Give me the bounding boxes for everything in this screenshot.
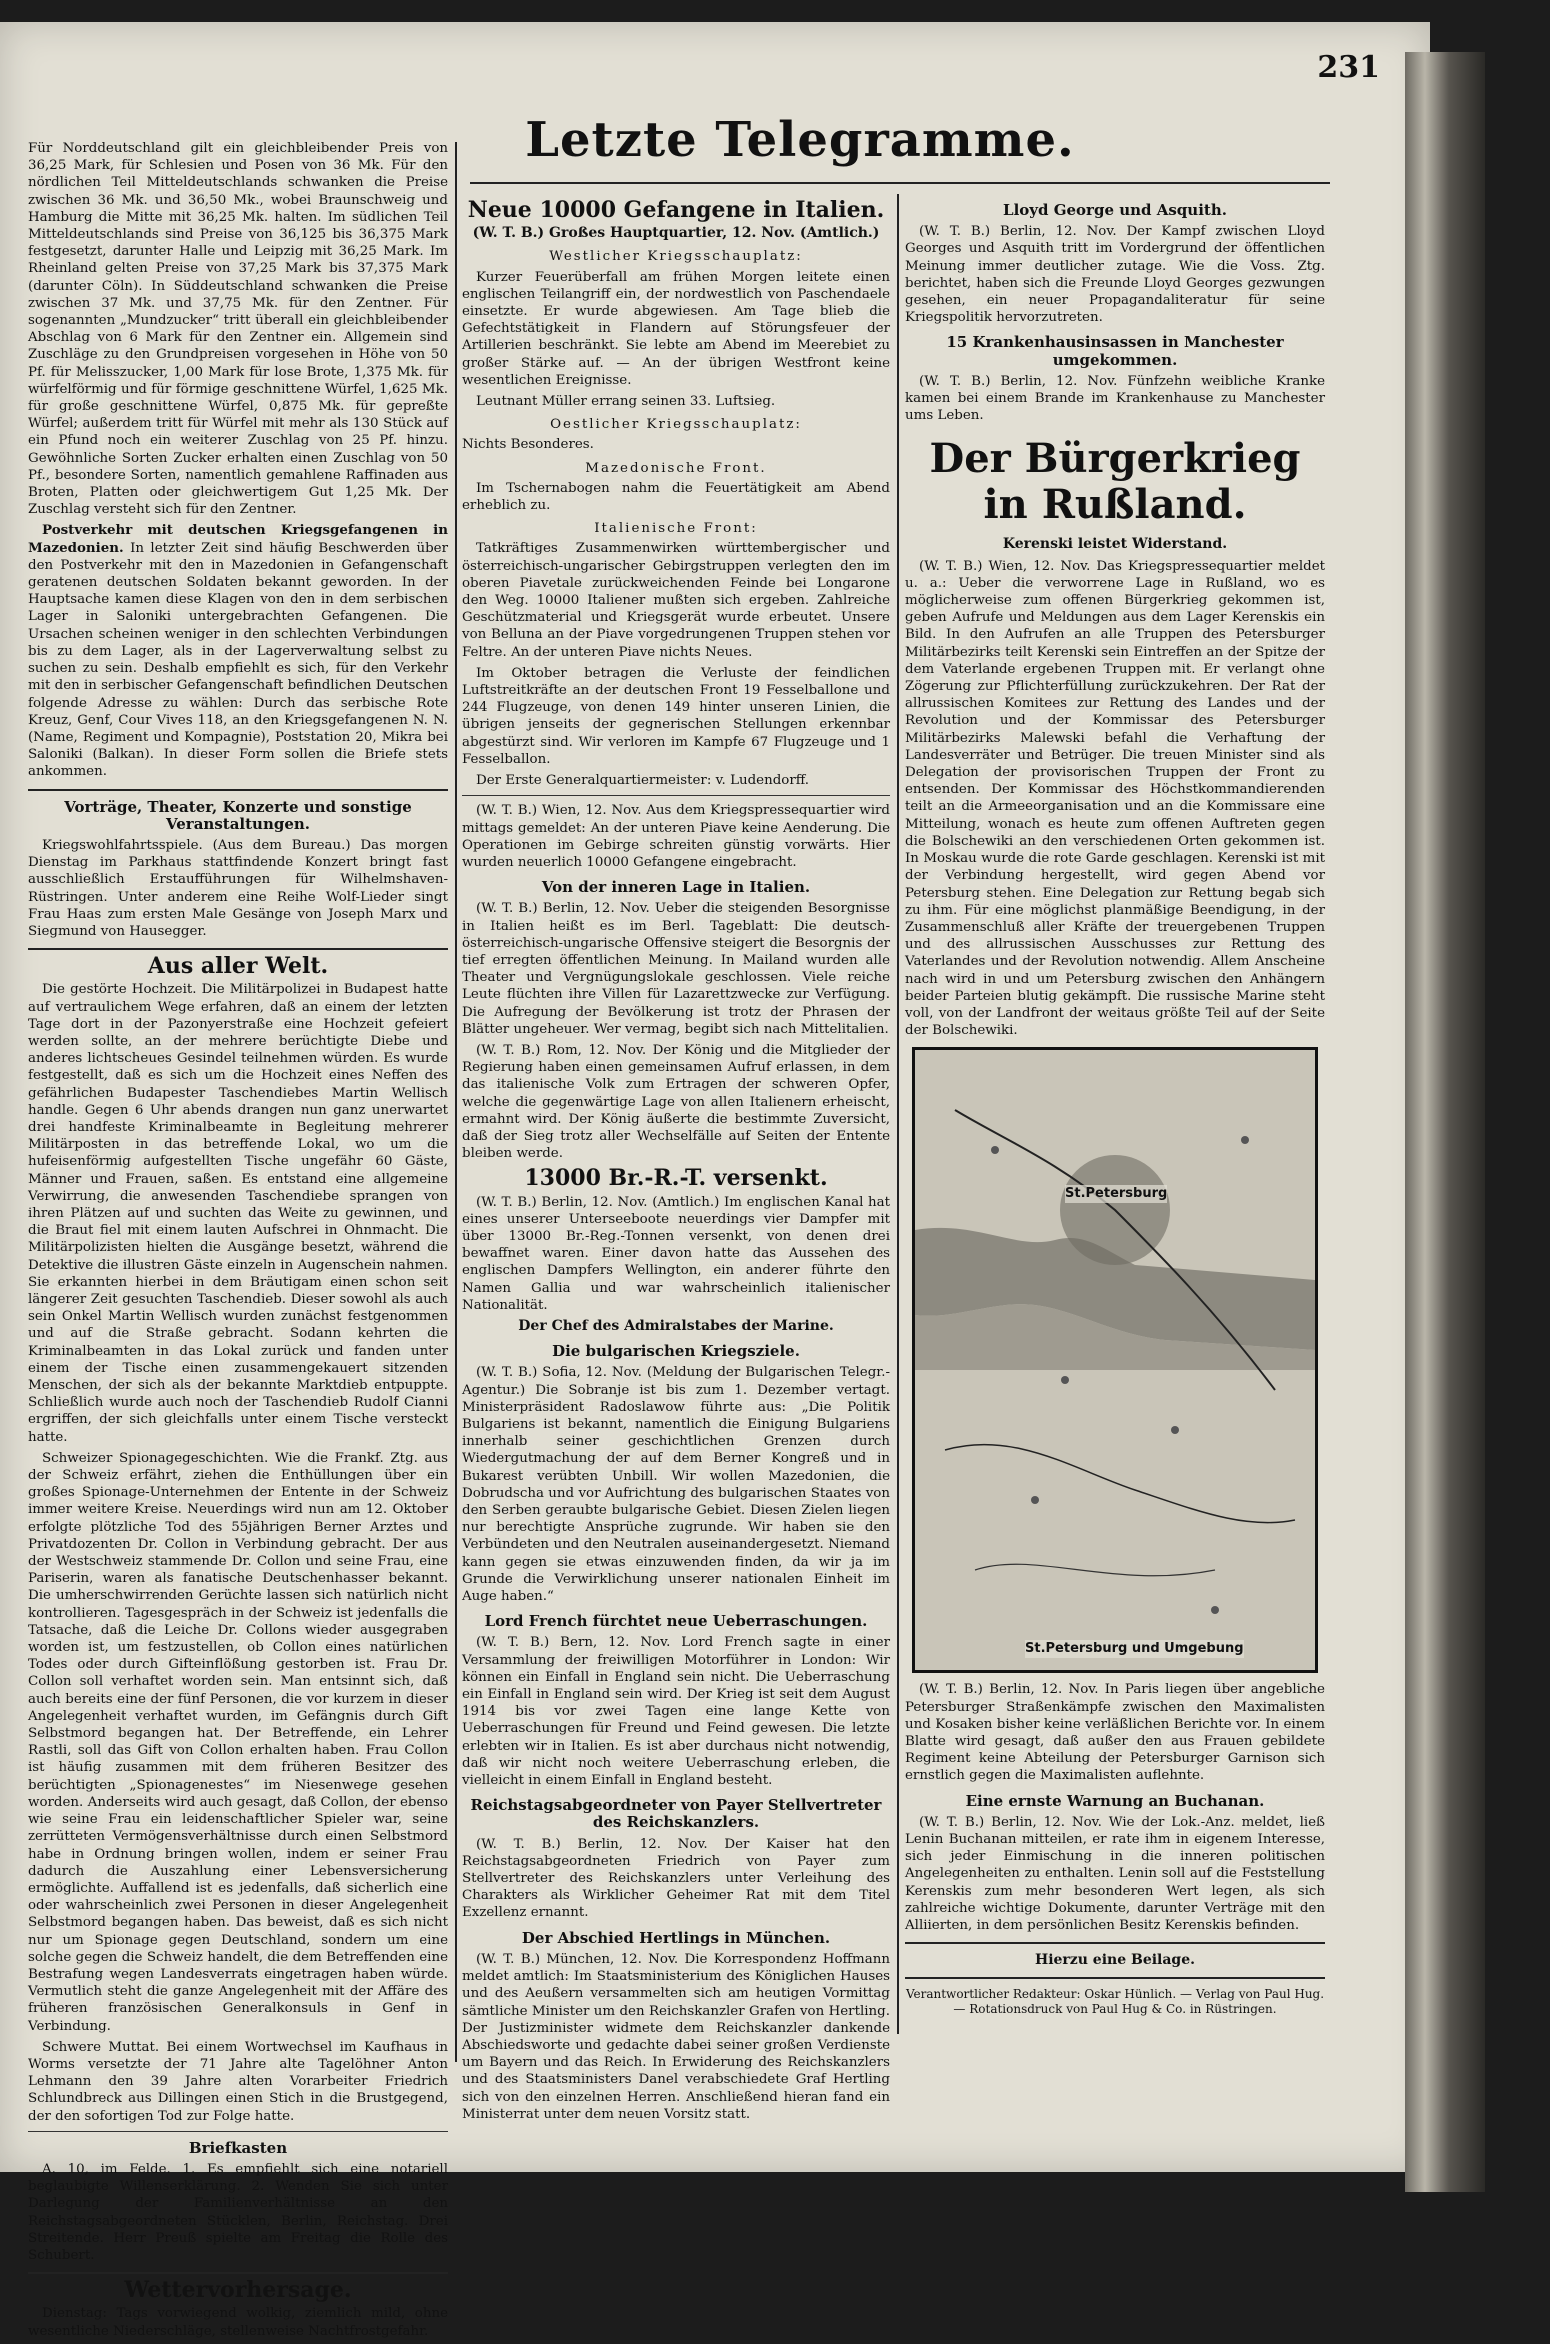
masthead-rule <box>470 182 1330 184</box>
map-st-petersburg <box>912 1047 1318 1673</box>
headline-gefangene: Neue 10000 Gefangene in Italien. <box>467 197 885 223</box>
aus-aller-welt-headline: Aus aller Welt. <box>147 953 329 980</box>
text-versenkt: (W. T. B.) Berlin, 12. Nov. (Amtlich.) Im englischen Kanal hat eines unserer Unterseeboote neuerdings vier Dampfer mit über 13000 Br.-Reg.-Tonnen versenkt, von denen drei bewaffnet waren. Einer davon hatte das Aussehen des englischen Dampfers Wellington, ein anderer führte den Namen Gallia und war wahrscheinlich italienischer Nationalität. <box>462 1194 890 1313</box>
headline-buergerkrieg: Der Bürgerkrieg in Rußland. <box>929 435 1301 529</box>
vortraege-text: Kriegswohlfahrtsspiele. (Aus dem Bureau.) Das morgen Dienstag im Parkhaus stattfindende Konzert bringt fast ausschließlich Erstaufführungen für Wilhelmshaven-Rüstringen. Unter anderem eine Reihe Wolf-Lieder singt Frau Haas zum ersten Male Gesänge von Joseph Marx und Siegmund von Hausegger. <box>28 837 448 939</box>
masthead: Letzte Telegramme. <box>525 112 1075 168</box>
subhead-kerenski: Kerenski leistet Widerstand. <box>1002 536 1228 553</box>
column-rule-1 <box>455 142 457 2062</box>
text-oestlich: Nichts Besonderes. <box>462 437 594 453</box>
subhead-mazedonisch: Mazedonische Front. <box>585 460 767 476</box>
article-sugar-prices: Für Norddeutschland gilt ein gleichbleibender Preis von 36,25 Mark, für Schlesien und Posen von 36 Mk. Für den nördlichen Teil Mitteldeutschlands schwanken die Preise zwischen 36 Mk. und 36,50 Mk., wobei Braunschweig und Hamburg die Mitte mit 36,25 Mk. halten. Im südlichen Teil Mitteldeutschlands sind Preise von 36,125 bis 36,375 Mark festgesetzt, darunter Halle und Leipzig mit 36,25 Mark. Im Rheinland gelten Preise von 37,25 Mark bis 37,375 Mark (darunter Cöln). In Süddeutschland schwanken die Preise zwischen 37 Mk. und 37,75 Mk. für den Zentner. Für sogenannten „Mundzucker“ tritt überall ein gleichbleibender Abschlag von 6 Mark für den Zentner ein. Allgemein sind Zuschläge zu den Grundpreisen vorgesehen in Höhe von 50 Pf. für Melisszucker, 1,00 Mark für lose Brote, 1,375 Mk. für würfelförmig und für förmige geschnittene Würfel, 1,625 Mk. für große geschnittene Würfel, 0,875 Mk. für gepreßte Würfel; außerdem tritt für Würfel mit mehr als 130 Stück auf ein Pfund noch ein weiterer Zuschlag von 25 Pf. hinzu. Gewöhnliche Sorten Zucker erhalten einen Zuschlag von 50 Pf., besondere Sorten, namentlich gemahlene Raffinaden aus Broten, Platten oder gleichwertigem Gut 1,25 Mk. Der Zuschlag versteht sich für den Zentner. <box>28 141 448 518</box>
wetter-text: Dienstag: Tags vorwiegend wolkig, ziemlich mild, ohne wesentliche Niederschläge, stellenweise Nachtfrostgefahr. <box>28 2306 448 2339</box>
separator <box>905 1977 1325 1979</box>
separator <box>28 789 448 791</box>
impressum: Verantwortlicher Redakteur: Oskar Hünlich. — Verlag von Paul Hug. — Rotationsdruck von Paul Hug & Co. in Rüstringen. <box>905 1987 1325 2017</box>
text-mazedonisch: Im Tschernabogen nahm die Feuertätigkeit am Abend erheblich zu. <box>462 480 890 514</box>
map-label-city: St.Petersburg <box>1065 1186 1168 1202</box>
map-caption: St.Petersburg und Umgebung <box>1025 1641 1244 1657</box>
headline-payer: Reichstagsabgeordneter von Payer Stellvertreter des Reichskanzlers. <box>470 1796 882 1832</box>
text-italienisch: Tatkräftiges Zusammenwirken württembergischer und österreichisch-ungarischer Gebirgstruppen verlegten den im oberen Piavetale zurückweichenden Feinde bei Longarone den Weg. 10000 Italiener mußten sich ergeben. Zahlreiche Geschützmaterial und Kriegsgerät wurde erbeutet. Unsere von Belluna an der Piave vorgedrungenen Truppen stehen vor Feltre. An der unteren Piave nichts Neues. <box>462 541 890 660</box>
headline-innere-lage: Von der inneren Lage in Italien. <box>541 878 811 897</box>
subhead-westlich: Westlicher Kriegsschauplatz: <box>549 249 803 265</box>
headline-buchanan: Eine ernste Warnung an Buchanan. <box>965 1791 1265 1810</box>
text-paris: (W. T. B.) Berlin, 12. Nov. In Paris liegen über angebliche Petersburger Straßenkämpfe zwischen den Maximalisten und Kosaken bisher keine verläßlichen Berichte vor. In einem Blatte wird gesagt, daß außer den aus Frauen gebildete Regiment keine Abteilung der Petersburger Garnison sich ernstlich gegen die Maximalisten auflehnte. <box>905 1682 1325 1784</box>
separator <box>905 1942 1325 1944</box>
post-headline: Postverkehr mit deutschen Kriegsgefangenen in Mazedonien. <box>28 522 448 556</box>
text-payer: (W. T. B.) Berlin, 12. Nov. Der Kaiser hat den Reichstagsabgeordneten Friedrich von Payer zum Stellvertreter des Reichskanzlers unter Verleihung des Charakters als Wirklicher Geheimer Rat mit dem Titel Exzellenz ernannt. <box>462 1836 890 1921</box>
text-rom: (W. T. B.) Rom, 12. Nov. Der König und die Mitglieder der Regierung haben einen gemeinsamen Aufruf erlassen, in dem das italienische Volk zum Ertragen der schweren Opfer, welche die gegenwärtige Lage von allen Italienern erheischt, ermahnt wird. Der König äußerte die bestimmte Zuversicht, daß der Sieg trotz aller Wechselfälle auf Seiten der Entente bleiben werde. <box>462 1042 890 1162</box>
headline-french: Lord French fürchtet neue Ueberraschungen. <box>484 1612 868 1631</box>
headline-hertling: Der Abschied Hertlings in München. <box>521 1928 831 1947</box>
article-muttat: Schwere Muttat. Bei einem Wortwechsel im Kaufhaus in Worms versetzte der 71 Jahre alte Tagelöhner Anton Lehmann den 39 Jahre alten Vorarbeiter Friedrich Schlundbreck aus Dillingen einen Stich in die Brustgegend, der den sofortigen Tod zur Folge hatte. <box>28 2039 448 2124</box>
headline-kranken: 15 Krankenhausinsassen in Manchester umgekommen. <box>946 333 1284 369</box>
text-bulgarisch: (W. T. B.) Sofia, 12. Nov. (Meldung der Bulgarischen Telegr.-Agentur.) Die Sobranje ist bis zum 1. Dezember vertagt. Ministerpräsident Radoslawow führte aus: „Die Politik Bulgariens ist bekannt, namentlich die Einigung Bulgariens innerhalb seiner geschichtlichen Grenzen durch Wiedergutmachung der auf dem Berner Kongreß und in Bukarest verübten Unbill. Wir wollen Mazedonien, die Dobrudscha und vor Aufrichtung des bulgarischen Staates von den Serben geraubte bulgarische Gebiet. Diesen Zielen liegen nur berechtigte Ansprüche zugrunde. Wir haben sie den Verbündeten und den Neutralen auseinandergesetzt. Niemand kann gegen sie etwas einzuwenden finden, da wir ja im Grunde die Verwirklichung unserer nationalen Einheit im Auge haben.“ <box>462 1365 890 1605</box>
separator <box>28 948 448 950</box>
text-mueller: Leutnant Müller errang seinen 33. Luftsieg. <box>476 394 776 410</box>
headline-lloyd: Lloyd George und Asquith. <box>1003 201 1227 219</box>
book-binding <box>1405 52 1485 2192</box>
separator <box>28 2272 448 2274</box>
text-innere-lage: (W. T. B.) Berlin, 12. Nov. Ueber die steigenden Besorgnisse in Italien heißt es im Berl. Tageblatt: Die deutsch-österreichisch-ungarische Offensive steigert die Besorgnis der tief erregten öffentlichen Meinung. In Mailand wurden alle Theater und Vergnügungslokale geschlossen. Viele reiche Leute flüchten ihre Villen für Lazarettzwecke zur Verfügung. Die Aufregung der Bevölkerung ist trotz der Phrasen der Blätter ungeheuer. Wer vermag, begibt sich nach Mittelitalien. <box>462 901 890 1037</box>
text-kerenski: (W. T. B.) Wien, 12. Nov. Das Kriegspressequartier meldet u. a.: Ueber die verworrene Lage in Rußland, wo es möglicherweise zum offenen Bürgerkrieg gekommen ist, geben Aufrufe und Meldungen aus dem Lager Kerenskis ein Bild. In den Aufrufen an alle Truppen des Petersburger Militärbezirks teilt Kerenski sein Eintreffen an der Spitze der dem Vaterlande ergebenen Truppen mit. Er verlangt ohne Zögerung zur Pflichterfüllung zurückzukehren. Der Rat der allrussischen Komitees zur Rettung des Landes und der Revolution und der Kommissar des Petersburger Militärbezirks Malewski befahl die Verhaftung der Landesverräter und Betrüger. Die treuen Minister sind als Delegation der provisorischen Truppen der Front zu entsenden. Der Kommissar des Höchstkommandierenden teilt an die Armeeorganisation und an die Kommissare eine Mitteilung, wonach es heute zum offenen Auftreten gegen die Bolschewiki an den verschiedenen Orten gekommen ist. In Moskau wurde die rote Garde geschlagen. Kerenski ist mit der Verbindung hergestellt, wird gegen Abend vor Petersburg stehen. Eine Delegation zur Rettung begab sich zu ihm. Für eine möglichst planmäßige Beendigung, in der Zusammenschluß aller Kräfte der treuergebenen Truppen und des allrussischen Ausschusses zur Rettung des Vaterlandes und der Revolution notwendig. Allem Anscheine nach wird in und um Petersburg zwischen den Anhängern beider Parteien blutig gekämpft. Die russische Marine steht voll, von der Landfront der weitaus größte Teil auf der Seite der Bolschewiki. <box>905 558 1325 1039</box>
article-spionage: Schweizer Spionagegeschichten. Wie die Frankf. Ztg. aus der Schweiz erfährt, ziehen die Enthüllungen über ein großes Spionage-Unternehmen der Entente in der Schweiz immer weitere Kreise. Neuerdings wird nun am 12. Oktober erfolgte plötzliche Tod des 55jährigen Berner Arztes und Privatdozenten Dr. Collon in Verbindung gebracht. Der aus der Westschweiz stammende Dr. Collon und seine Frau, eine Pariserin, waren als fanatische Deutschenhasser bekannt. Die umherschwirrenden Gerüchte lassen sich natürlich nicht kontrollieren. Tagesgespräch in der Schweiz ist jedenfalls die Tatsache, daß die Leiche Dr. Collons wieder ausgegraben worden ist, um festzustellen, ob Collon eines natürlichen Todes oder durch Gifteinflößung gestorben ist. Frau Dr. Collon soll verhaftet worden sein. Man entsinnt sich, daß auch bereits eine der fünf Personen, die vor kurzem in dieser Angelegenheit verhaftet wurden, im Gefängnis durch Gift Selbstmord begangen hat. Der Betreffende, ein Lehrer Rastli, soll das Gift von Collon erhalten haben. Frau Collon ist häufig zusammen mit dem früheren Besitzer des berüchtigten „Spionagenestes“ im Niesenwege gesehen worden. Anderseits wird auch gesagt, daß Collon, der ebenso wie seine Frau ein leidenschaftlicher Spieler war, seine zerrütteten Vermögensverhältnisse durch einen Selbstmord habe in Ordnung bringen wollen, indem er seiner Frau dadurch die Auszahlung einer Lebensversicherung ermöglichte. Auffallend ist es jedenfalls, daß sicherlich eine oder wahrscheinlich zwei Personen in dieser Angelegenheit Selbstmord begangen haben. Das beweist, daß es sich nicht nur um Spionage gegen Deutschland, sondern um eine solche gegen die Schweiz handelt, die dem Betreffenden eine Bestrafung wegen Landesverrats eingetragen haben würde. Vermutlich steht die ganze Angelegenheit mit der Affäre des früheren französischen Generalkonsuls in Genf in Verbindung. <box>28 1450 448 2034</box>
text-hertling: (W. T. B.) München, 12. Nov. Die Korrespondenz Hoffmann meldet amtlich: Im Staatsministerium des Königlichen Hauses und des Aeußern versammelten sich am heutigen Vormittag sämtliche Minister um den Reichskanzler Grafen von Hertling. Der Justizminister widmete dem Reichskanzler dankende Abschiedsworte und gedachte dabei seiner großen Verdienste um Bayern und das Reich. In Erwiderung des Reichskanzlers und des Staatsministers Danel verabschiedete Graf Hertling sich von den einzelnen Herren. Anschließend hieran fand ein Ministerrat unter dem neuen Vorsitz statt. <box>462 1951 890 2122</box>
separator <box>28 2131 448 2132</box>
text-lloyd: (W. T. B.) Berlin, 12. Nov. Der Kampf zwischen Lloyd Georges und Asquith tritt im Vordergrund der öffentlichen Meinung immer deutlicher zutage. Wie die Voss. Ztg. berichtet, haben sich die Freunde Lloyd Georges gezwungen gesehen, ein neuer Propagandaliteratur für seine Kriegspolitik hervorzutreten. <box>905 224 1325 326</box>
column-rule-2 <box>897 194 899 2034</box>
vortraege-headline: Vorträge, Theater, Konzerte und sonstige Veranstaltungen. <box>64 797 412 833</box>
headline-versenkt: 13000 Br.-R.-T. versenkt. <box>524 1165 828 1192</box>
post-text: In letzter Zeit sind häufig Beschwerden über den Postverkehr mit den in Mazedonien in Gefangenschaft geratenen deutschen Soldaten bekannt geworden. In der Hauptsache kamen diese Klagen von den in dem serbischen Lager in Saloniki untergebrachten Gefangenen. Die Ursachen scheinen weniger in den schlechten Verbindungen bis zu dem Lager, als in der Lagerverwaltung selbst zu suchen zu sein. Deshalb empfiehlt es sich, für den Verkehr mit den in serbischer Gefangenschaft befindlichen Deutschen folgende Adresse zu wählen: Durch das serbische Rote Kreuz, Genf, Cour Vives 118, an den Kriegsgefangenen N. N. (Name, Regiment und Kompagnie), Poststation 20, Mikra bei Saloniki (Balkan). In dieser Form sollen die Briefe stets ankommen. <box>28 540 448 780</box>
text-wien: (W. T. B.) Wien, 12. Nov. Aus dem Kriegspressequartier wird mittags gemeldet: An der unteren Piave keine Aenderung. Die Operationen im Gebirge schreiten günstig vorwärts. Hier wurden neuerlich 10000 Gefangene eingebracht. <box>462 803 890 870</box>
signature-admiralstab: Der Chef des Admiralstabes der Marine. <box>518 1317 834 1334</box>
text-kranken: (W. T. B.) Berlin, 12. Nov. Fünfzehn weibliche Kranke kamen bei einem Brande im Krankenhause zu Manchester ums Leben. <box>905 373 1325 424</box>
page-number: 231 <box>1317 50 1380 85</box>
newspaper-page <box>0 22 1430 2339</box>
briefkasten-text: A. 10, im Felde. 1. Es empfiehlt sich eine notariell beglaubigte Willenserklärung. 2. Wenden Sie sich unter Darlegung der Familienverhältnisse an den Reichstagsabgeordneten Stücklen, Berlin, Reichstag. Drei Streitende. Herr Preuß spielte am Freitag die Rolle des Schubert. <box>28 2161 448 2263</box>
briefkasten-headline: Briefkasten <box>188 2138 288 2157</box>
map-drawing <box>915 1050 1315 1670</box>
separator <box>462 795 890 796</box>
text-french: (W. T. B.) Bern, 12. Nov. Lord French sagte in einer Versammlung der freiwilligen Motorführer in London: Wir können ein Einfall in England sein nicht. Die Ueberraschung ein Einfall in England sein wird. Der Krieg ist seit dem August 1914 bis vor zwei Tagen eine lange Kette von Ueberraschungen für Freund und Feind gewesen. Die letzte erlebten wir in Italien. Es ist aber durchaus nicht notwendig, daß wir nicht noch weitere Ueberraschung erleben, die vielleicht in einem Einfall in England besteht. <box>462 1635 890 1789</box>
text-westlich: Kurzer Feuerüberfall am frühen Morgen leitete einen englischen Teilangriff ein, der nordwestlich von Paschendaele einsetzte. Er wurde abgewiesen. Am Tage blieb die Gefechtstätigkeit in Flandern auf Störungsfeuer der Artillerien beschränkt. Sie lebte am Abend im Meerebiet zu großer Stärke auf. — An der übrigen Westfront keine wesentlichen Ereignisse. <box>462 269 890 388</box>
subhead-oestlich: Oestlicher Kriegsschauplatz: <box>550 417 802 433</box>
subhead-italienisch: Italienische Front: <box>594 521 758 537</box>
beilage-note: Hierzu eine Beilage. <box>1034 1952 1196 1969</box>
column-left <box>28 140 448 2344</box>
dateline-hauptquartier: (W. T. B.) Großes Hauptquartier, 12. Nov. (Amtlich.) <box>472 225 880 242</box>
signature-ludendorff: Der Erste Generalquartiermeister: v. Ludendorff. <box>476 773 810 789</box>
text-buchanan: (W. T. B.) Berlin, 12. Nov. Wie der Lok.-Anz. meldet, ließ Lenin Buchanan mitteilen, er rate ihm in eigenem Interesse, sich jeder Einmischung in die inneren politischen Angelegenheiten zu enthalten. Lenin soll auf die Feststellung Kerenskis zum mehr besonderen Wert legen, als sich zahlreiche wichtige Dokumente, darunter Verträge mit den Alliierten, in dem persönlichen Besitz Kerenskis befinden. <box>905 1814 1325 1933</box>
column-middle <box>462 194 890 2127</box>
wetter-headline: Wettervorhersage. <box>124 2277 352 2304</box>
text-oktober: Im Oktober betragen die Verluste der feindlichen Luftstreitkräfte an der deutschen Front 19 Fesselballone und 244 Flugzeuge, von denen 149 hinter unseren Linien, die übrigen jenseits der gegnerischen Stellungen erkennbar abgestürzt sind. Wir verloren im Kampfe 67 Flugzeuge und 1 Fesselballon. <box>462 665 890 767</box>
column-right <box>905 194 1325 2017</box>
article-hochzeit: Die gestörte Hochzeit. Die Militärpolizei in Budapest hatte auf vertraulichem Wege erfahren, daß an einem der letzten Tage dort in der Pazonyerstraße eine Hochzeit gefeiert werden sollte, an der mehrere berüchtigte Diebe und anderes lichtscheues Gesindel teilnehmen würden. Es wurde festgestellt, daß es sich um die Hochzeit eines Neffen des gefährlichen Budapester Taschendiebes Martin Wellisch handle. Gegen 6 Uhr abends drangen nun ganz unerwartet drei handfeste Kriminalbeamte in Begleitung mehrerer Militärposten in das betreffende Lokal, wo um die hufeisenförmig aufgestellten Tische ungefähr 60 Gäste, Männer und Frauen, saßen. Es entstand eine allgemeine Verwirrung, die anwesenden Taschendiebe sprangen von ihren Plätzen auf und suchten das Weite zu gewinnen, und die Braut fiel mit einem lauten Aufschrei in Ohnmacht. Die Militärpolizisten hielten die Ausgänge besetzt, während die Detektive die illustren Gäste einzeln in Augenschein nahmen. Sie erkannten hierbei in dem Bräutigam einen schon seit längerer Zeit gesuchten Taschendieb. Dieser sowohl als auch sein Onkel Martin Wellisch wurden zunächst festgenommen und auf die Straße gebracht. Sodann kehrten die Kriminalbeamten in das Lokal zurück und fanden unter einem der Tische einen zusammengekauert sitzenden Menschen, der sich als der bekannte Marktdieb entpuppte. Schließlich wurde auch noch der Taschendieb Rudolf Cianni ergriffen, der sich gleichfalls unter einem Tische versteckt hatte. <box>28 982 448 1445</box>
headline-bulgarisch: Die bulgarischen Kriegsziele. <box>552 1342 800 1361</box>
